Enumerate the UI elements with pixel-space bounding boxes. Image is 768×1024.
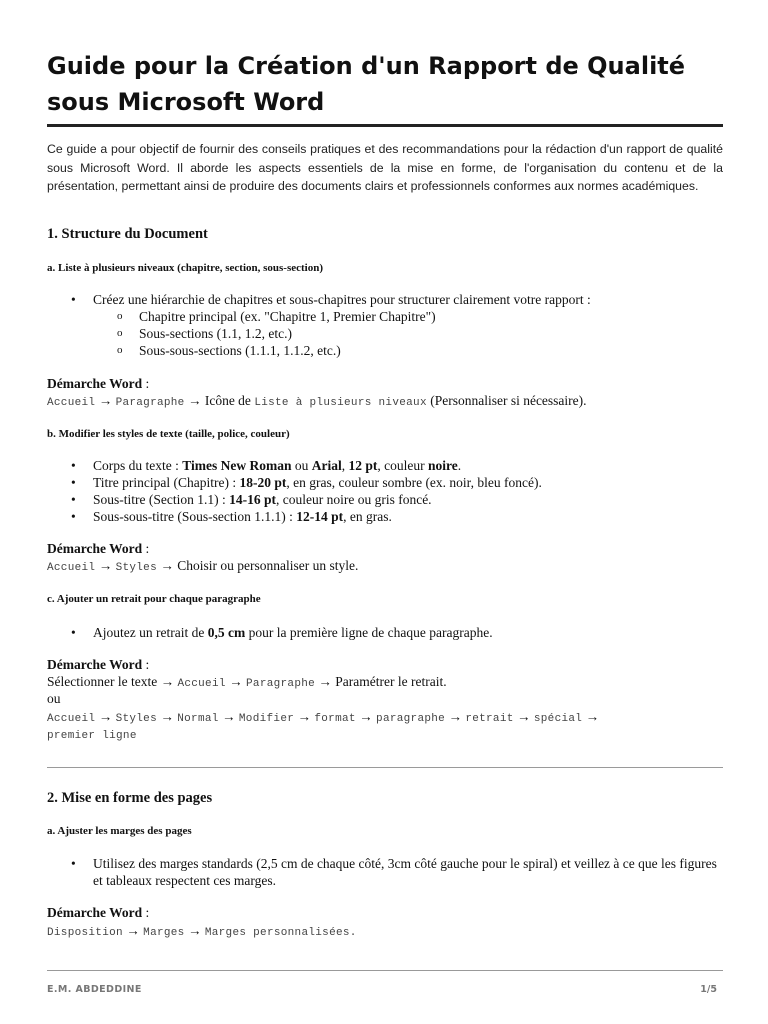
word-path-line [47,558,358,574]
arrow-icon: → [98,558,113,573]
bullet-glyph: • [71,458,76,473]
intro-paragraph: Ce guide a pour objectif de fournir des conseils pratiques et des recommandations pour la rédaction d'un rapport de qualité sous Microsoft Word. Il aborde les aspects essentiels de la mise en forme, de l'organisation du contenu et de la présentation, permettant ainsi de produire des documents clairs et professionnels conformes aux normes académiques. [47,142,723,193]
section-1c-list [71,624,493,641]
arrow-icon: → [359,709,373,724]
arrow-icon: → [98,709,113,724]
path-step: Styles [115,713,157,725]
section-1b-list [71,457,542,525]
section-1a-sublist [93,308,591,359]
path-step: Accueil [47,397,96,409]
bullet-glyph: • [71,475,76,490]
path-step: retrait [465,713,514,725]
path-text: Icône de [201,393,255,408]
path-text: Sélectionner le texte [47,674,161,689]
path-step: Accueil [47,562,96,574]
arrow-icon: → [187,923,202,938]
arrow-icon: → [297,709,311,724]
path-step: Disposition [47,927,123,939]
demarche-word-colon: : [142,905,150,920]
document-title: Guide pour la Création d'un Rapport de Qualité sous Microsoft Word [47,52,686,116]
sub-list-item [117,308,591,325]
demarche-word-title: Démarche Word [47,376,143,391]
word-path-line-continued [47,726,137,742]
word-path-line [47,923,357,939]
arrow-icon: → [160,558,174,573]
arrow-icon: → [187,393,202,408]
demarche-word-title: Démarche Word [47,541,143,556]
list-item [71,291,591,359]
path-step: spécial [533,713,583,725]
arrow-icon: → [585,709,600,724]
list-item-text: Utilisez des marges standards (2,5 cm de chaque côté, 3cm côté gauche pour le spiral) et veillez à ce que les figures et tableaux respectent ces marges. [93,856,717,888]
sub-list-item-text: Chapitre principal (ex. "Chapitre 1, Premier Chapitre") [139,309,436,324]
arrow-icon: → [517,709,531,724]
demarche-word-colon: : [142,376,150,391]
list-item: • Sous-sous-titre (Sous-section 1.1.1) : 12-14 pt, en gras. [71,509,392,524]
section-2a-list [71,855,723,889]
section-divider [47,767,723,768]
bullet-glyph: • [71,492,76,507]
arrow-icon: → [126,923,140,938]
list-item: • Corps du texte : Times New Roman ou Arial, 12 pt, couleur noire. [71,458,462,473]
arrow-icon: → [160,674,175,689]
section-2a-heading: a. Ajuster les marges des pages [47,825,192,837]
path-step: format [314,713,356,725]
demarche-word-title: Démarche Word [47,657,143,672]
list-item-text: Créez une hiérarchie de chapitres et sous-chapitres pour structurer clairement votre rapport : [93,292,591,307]
list-item: • Titre principal (Chapitre) : 18-20 pt, en gras, couleur sombre (ex. noir, bleu foncé). [71,475,542,490]
arrow-icon: → [160,709,174,724]
path-step: Marges [143,927,185,939]
section-1a-heading: a. Liste à plusieurs niveaux (chapitre, section, sous-section) [47,262,324,274]
section-2-heading: 2. Mise en forme des pages [47,790,213,806]
sub-bullet-glyph: o [117,327,123,339]
path-text: (Personnaliser si nécessaire). [426,393,587,408]
ou-text: ou [47,691,61,706]
sub-bullet-glyph: o [117,310,123,322]
list-item [71,855,723,889]
path-step: premier ligne [47,730,137,742]
path-text: Choisir ou personnaliser un style. [173,558,359,573]
path-step: Modifier [238,713,295,725]
demarche-word-colon: : [142,657,150,672]
path-step: Paragraphe [246,678,316,690]
page-number: 1/5 [700,984,717,995]
bullet-glyph: • [71,292,76,307]
word-path-line [47,709,599,725]
arrow-icon: → [222,709,236,724]
title-divider [47,124,723,127]
demarche-word-label [47,376,149,392]
sub-list-item-text: Sous-sections (1.1, 1.2, etc.) [139,326,292,341]
arrow-icon: → [229,674,243,689]
sub-list-item [117,342,591,359]
word-path-line [47,674,447,690]
bullet-glyph: • [71,856,76,871]
arrow-icon: → [318,674,332,689]
path-step: Accueil [177,678,226,690]
path-step: Styles [115,562,157,574]
section-1a-list [71,291,591,359]
path-step: Normal [177,713,219,725]
list-item: • Sous-titre (Section 1.1) : 14-16 pt, couleur noire ou gris foncé. [71,492,432,507]
sub-list-item-text: Sous-sous-sections (1.1.1, 1.1.2, etc.) [139,343,341,358]
section-1b-heading: b. Modifier les styles de texte (taille, police, couleur) [47,428,290,440]
arrow-icon: → [448,709,462,724]
path-step: Paragraphe [115,397,185,409]
demarche-word-label [47,657,149,673]
demarche-word-label [47,905,149,921]
footer-author: E.M. ABDEDDINE [47,984,142,995]
path-step: Marges personnalisées. [204,927,357,939]
path-step: Liste à plusieurs niveaux [254,397,427,409]
sub-bullet-glyph: o [117,344,123,356]
demarche-word-label [47,541,149,557]
path-text: Paramétrer le retrait. [331,674,447,689]
bullet-glyph: • [71,625,76,640]
section-1c-heading: c. Ajouter un retrait pour chaque paragraphe [47,593,261,605]
bullet-glyph: • [71,509,76,524]
path-step: Accueil [47,713,96,725]
footer-divider [47,970,723,971]
sub-list-item [117,325,591,342]
section-1-heading: 1. Structure du Document [47,226,208,242]
arrow-icon: → [98,393,113,408]
list-item: • Ajoutez un retrait de 0,5 cm pour la première ligne de chaque paragraphe. [71,625,493,640]
demarche-word-title: Démarche Word [47,905,143,920]
demarche-word-colon: : [142,541,150,556]
word-path-line [47,393,587,409]
path-step: paragraphe [376,713,446,725]
